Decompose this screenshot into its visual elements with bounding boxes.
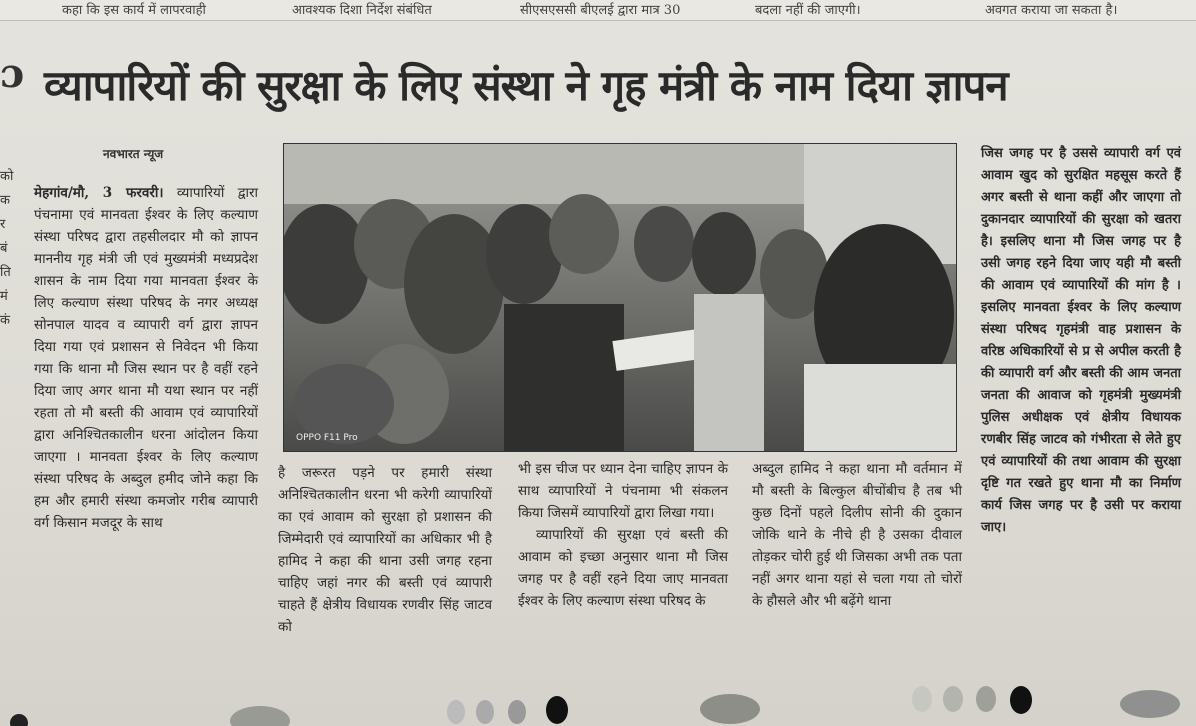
registration-dot <box>447 700 465 724</box>
registration-dot <box>943 686 963 712</box>
article-column-1 <box>34 182 258 534</box>
crowd-photo-illustration <box>284 144 956 451</box>
left-edge-fragment: मं <box>0 289 8 304</box>
registration-dot <box>546 696 568 724</box>
top-strip-text-4: बदला नहीं की जाएगी। <box>755 3 861 18</box>
article-column-5 <box>981 143 1181 539</box>
column-5-text: जिस जगह पर है उससे व्यापारी वर्ग एवं आवाम खुद को सुरक्षित महसूस करते हैं अगर बस्ती से थाना कहीं और जाएगा तो दुकानदार व्यापारियों की सुरक्षा को खतरा है। इसलिए थाना मौ जिस जगह पर है उसी जगह रहने दिया जाए यही मौ बस्ती की आवाम एवं व्यापारियों की मांग है । इसलिए मानवता ईश्वर के लिए कल्याण संस्था परिषद गृहमंत्री वाह प्रशासन के वरिष्ठ अधिकारियों से प्र से अपील करती है की व्यापारी वर्ग और बस्ती की आम जनता जनता की आवाज को गृहमंत्री मुख्यमंत्री पुलिस अधीक्षक एवं क्षेत्रीय विधायक रणबीर सिंह जाटव को गंभीरता से लेते हुए एवं व्यापारियों की तथा आवाम की सुरक्षा दृष्टि गत रखते हुए थाना मौ का निर्माण कार्य जिस जगह पर है उसी पर कराया जाए। <box>981 146 1181 535</box>
left-edge-fragment: को <box>0 169 14 184</box>
print-blot <box>230 706 290 726</box>
left-edge-fragment: कं <box>0 313 10 328</box>
top-strip <box>0 0 1196 21</box>
left-edge-fragment: र <box>0 217 6 232</box>
article-column-3 <box>518 458 728 612</box>
registration-dot <box>476 700 494 724</box>
column-1-text: व्यापारियों द्वारा पंचनामा एवं मानवता ईश्वर के लिए कल्याण संस्था परिषद द्वारा तहसीलदार मौ को ज्ञापन माननीय गृह मंत्री जी एवं मुख्यमंत्री मध्यप्रदेश शासन के नाम दिया गया मानवता ईश्वर के लिए कल्याण संस्था परिषद के नगर अध्यक्ष सोनपाल यादव व व्यापारी वर्ग द्वारा ज्ञापन दिया गया एवं प्रशासन से निवेदन भी किया गया कि थाना मौ जिस स्थान पर है वहीं रहने दिया जाए अगर थाना मौ यथा स्थान पर नहीं रहता तो मौ बस्ती की आवाम एवं व्यापारियों द्वारा अनिश्चितकालीन धरना आंदोलन किया जाएगा । मानवता ईश्वर के लिए कल्याण संस्था परिषद के अब्दुल हमीद जोने कहा कि हम और हमारी संस्था कमजोर गरीब व्यापारी वर्ग किसान मजदूर के साथ <box>34 185 258 531</box>
registration-dot <box>1010 686 1032 714</box>
registration-dot <box>912 686 932 712</box>
print-blot <box>700 694 760 724</box>
column-2-text: है जरूरत पड़ने पर हमारी संस्था अनिश्चितकालीन धरना भी करेगी व्यापारियों का एवं आवाम को सुरक्षा हो प्रशासन की जिम्मेदारी एवं व्यापारियों का अधिकार भी है हामिद ने कहा की थाना उसी जगह रहना चाहिए जहां नगर की बस्ती एवं व्यापारी चाहते हैं क्षेत्रीय विधायक रणवीर सिंह जाटव को <box>278 465 492 635</box>
article-column-2 <box>278 462 492 638</box>
dateline: मेहगांव/मौ, 3 फरवरी। <box>34 185 164 201</box>
top-strip-text-5: अवगत कराया जा सकता है। <box>985 3 1118 18</box>
article-column-4 <box>752 458 962 612</box>
byline: नवभारत न्यूज <box>103 147 164 161</box>
top-strip-text-1: कहा कि इस कार्य में लापरवाही <box>62 3 206 18</box>
page-bottom-edge <box>0 686 1196 726</box>
left-edge-fragment: ति <box>0 265 11 280</box>
left-edge-fragment: बं <box>0 241 8 256</box>
top-strip-text-3: सीएसएससी बीएलई द्वारा मात्र 30 <box>520 3 681 18</box>
news-photo <box>283 143 957 452</box>
registration-dot <box>976 686 996 712</box>
left-edge-column <box>0 165 18 333</box>
print-blot <box>1120 690 1180 718</box>
column-4-text: अब्दुल हामिद ने कहा थाना मौ वर्तमान में मौ बस्ती के बिल्कुल बीचोंबीच है तब भी कुछ दिनों पहले दिलीप सोनी की दुकान जोकि थाने के नीचे ही है उसका दीवाल तोड़कर चोरी हुई थी जिसका अभी तक पता नहीं अगर थाना यहां से चला गया तो चोरों के हौसले और भी बढ़ेंगे थाना <box>752 461 962 609</box>
photo-watermark: OPPO F11 Pro <box>296 433 358 443</box>
column-3-text-b: व्यापारियों की सुरक्षा एवं बस्ती की आवाम को इच्छा अनुसार थाना मौ जिस जगह पर है वहीं रहने दिया जाए मानवता ईश्वर के लिए कल्याण संस्था परिषद के <box>518 527 728 609</box>
column-3-text-a: भी इस चीज पर ध्यान देना चाहिए ज्ञापन के साथ व्यापारियों ने पंचनामा भी संकलन किया जिसमें व्यापारियों द्वारा लिखा गया। <box>518 461 728 521</box>
top-strip-text-2: आवश्यक दिशा निर्देश संबंधित <box>292 3 432 18</box>
edge-glyph: ɔ <box>0 50 25 97</box>
registration-dot <box>10 714 28 726</box>
registration-dot <box>508 700 526 724</box>
headline: व्यापारियों की सुरक्षा के लिए संस्था ने गृह मंत्री के नाम दिया ज्ञापन <box>44 61 1008 110</box>
left-edge-fragment: क <box>0 193 10 208</box>
